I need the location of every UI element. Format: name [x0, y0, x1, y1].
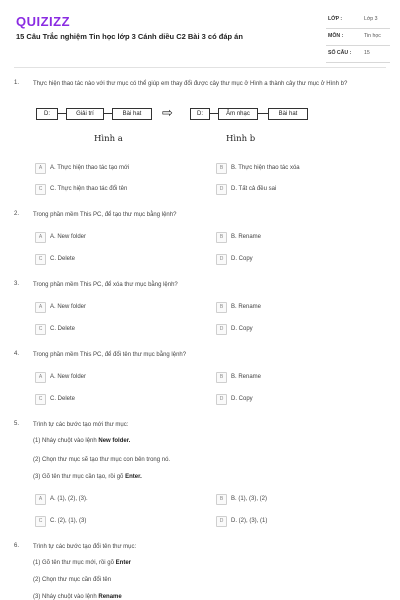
step-text: (1) Gõ tên thư mục mới, rồi gõ	[33, 560, 116, 566]
option-text: B. Rename	[231, 373, 262, 380]
option-letter: A	[35, 163, 46, 174]
option-text: C. Thực hiện thao tác đổi tên	[50, 185, 128, 192]
question-number: 1.	[14, 80, 20, 86]
option-letter: D	[216, 184, 227, 195]
meta-label: LỚP :	[328, 16, 343, 22]
meta-row-class	[326, 12, 390, 29]
option-letter: A	[35, 494, 46, 505]
folder-box-root-a: D:	[36, 108, 58, 120]
tree-connector	[258, 113, 268, 114]
option-text: A. Thực hiện thao tác tạo mới	[50, 164, 130, 171]
tree-connector	[210, 113, 218, 114]
option-text: C. Delete	[50, 255, 76, 262]
option-text: C. Delete	[50, 395, 76, 402]
step-keyword: Enter.	[125, 474, 142, 480]
transform-arrow-icon: ⇨	[162, 105, 173, 120]
question-text: Trình tự các bước tạo mới thư mục:	[33, 422, 129, 428]
option-letter: D	[216, 324, 227, 335]
meta-value: Lớp 3	[364, 16, 378, 22]
tree-connector	[58, 113, 66, 114]
meta-row-count	[326, 46, 390, 63]
step-keyword: New folder.	[98, 438, 131, 444]
page-header	[0, 0, 400, 62]
step-line	[33, 474, 142, 480]
question-number: 5.	[14, 421, 20, 427]
option-text: D. (2), (3), (1)	[231, 517, 268, 524]
option-text: A. (1), (2), (3).	[50, 495, 88, 502]
question-number: 4.	[14, 351, 20, 357]
step-text: (3) Nháy chuột vào lệnh	[33, 594, 99, 600]
option-text: D. Copy	[231, 395, 253, 402]
step-line	[33, 577, 111, 583]
option-letter: A	[35, 372, 46, 383]
option-letter: B	[216, 494, 227, 505]
option-text: B. Thực hiện thao tác xóa	[231, 164, 300, 171]
option-text: A. New folder	[50, 303, 87, 310]
tree-connector	[104, 113, 112, 114]
option-text: C. (2), (1), (3)	[50, 517, 87, 524]
step-text: (2) Chọn thư mục cần đổi tên	[33, 577, 112, 583]
option-letter: B	[216, 163, 227, 174]
step-text: (1) Nháy chuột vào lệnh	[33, 438, 99, 444]
page-title: 15 Câu Trắc nghiệm Tin học lớp 3 Cánh diều C2 Bài 3 có đáp án	[16, 32, 243, 41]
step-line	[33, 560, 131, 566]
folder-box-bai-hat-b: Bài hat	[268, 108, 308, 120]
meta-value: Tin học	[364, 33, 381, 39]
step-keyword: Rename	[98, 594, 122, 600]
option-text: A. New folder	[50, 373, 87, 380]
option-text: A. New folder	[50, 233, 87, 240]
option-text: D. Copy	[231, 255, 253, 262]
option-text: B. (1), (3), (2)	[231, 495, 268, 502]
option-letter: B	[216, 302, 227, 313]
option-letter: A	[35, 232, 46, 243]
option-text: C. Delete	[50, 325, 76, 332]
step-line	[33, 438, 130, 444]
option-letter: C	[35, 184, 46, 195]
option-letter: C	[35, 394, 46, 405]
option-letter: B	[216, 232, 227, 243]
step-keyword: Enter	[115, 560, 131, 566]
caption-hinh-a: Hình a	[94, 134, 123, 144]
folder-box-giai-tri: Giải trí	[66, 108, 104, 120]
question-number: 2.	[14, 211, 20, 217]
quizizz-logo: QUIZIZZ	[16, 14, 71, 29]
step-line	[33, 594, 122, 600]
option-text: B. Rename	[231, 303, 262, 310]
question-text: Trong phần mềm This PC, để tạo thư mục bằng lệnh?	[33, 212, 177, 218]
folder-tree-diagram	[36, 105, 366, 152]
option-letter: A	[35, 302, 46, 313]
quiz-meta-table	[326, 12, 390, 63]
meta-label: MÔN :	[328, 33, 344, 39]
option-text: D. Tất cả đều sai	[231, 185, 277, 192]
option-letter: B	[216, 372, 227, 383]
folder-box-bai-hat-a: Bài hat	[112, 108, 152, 120]
option-letter: C	[35, 516, 46, 527]
question-number: 6.	[14, 543, 20, 549]
caption-hinh-b: Hình b	[226, 134, 256, 144]
step-text: (3) Gõ tên thư mục cần tạo, rồi gõ	[33, 474, 126, 480]
option-letter: C	[35, 254, 46, 265]
option-letter: D	[216, 516, 227, 527]
option-text: D. Copy	[231, 325, 253, 332]
option-text: B. Rename	[231, 233, 262, 240]
header-divider	[14, 67, 386, 68]
meta-row-subject	[326, 29, 390, 46]
folder-box-am-nhac: Âm nhạc	[218, 108, 258, 120]
option-letter: C	[35, 324, 46, 335]
question-number: 3.	[14, 281, 20, 287]
question-text: Trình tự các bước tạo đổi tên thư mục:	[33, 544, 137, 550]
step-line	[33, 457, 170, 463]
folder-box-root-b: D:	[190, 108, 210, 120]
option-letter: D	[216, 254, 227, 265]
question-text: Trong phần mềm This PC, để đổi tên thư mục bằng lệnh?	[33, 352, 187, 358]
meta-label: SỐ CÂU :	[328, 50, 352, 56]
question-text: Trong phần mềm This PC, để xóa thư mục bằng lệnh?	[33, 282, 178, 288]
meta-value: 15	[364, 50, 370, 56]
step-text: (2) Chọn thư mục sẽ tạo thư mục con bên trong nó.	[33, 457, 171, 463]
option-letter: D	[216, 394, 227, 405]
question-text: Thực hiện thao tác nào với thư mục có thể giúp em thay đổi được cây thư mục ở Hình a thành cây thư mục ở Hình b?	[33, 81, 348, 87]
